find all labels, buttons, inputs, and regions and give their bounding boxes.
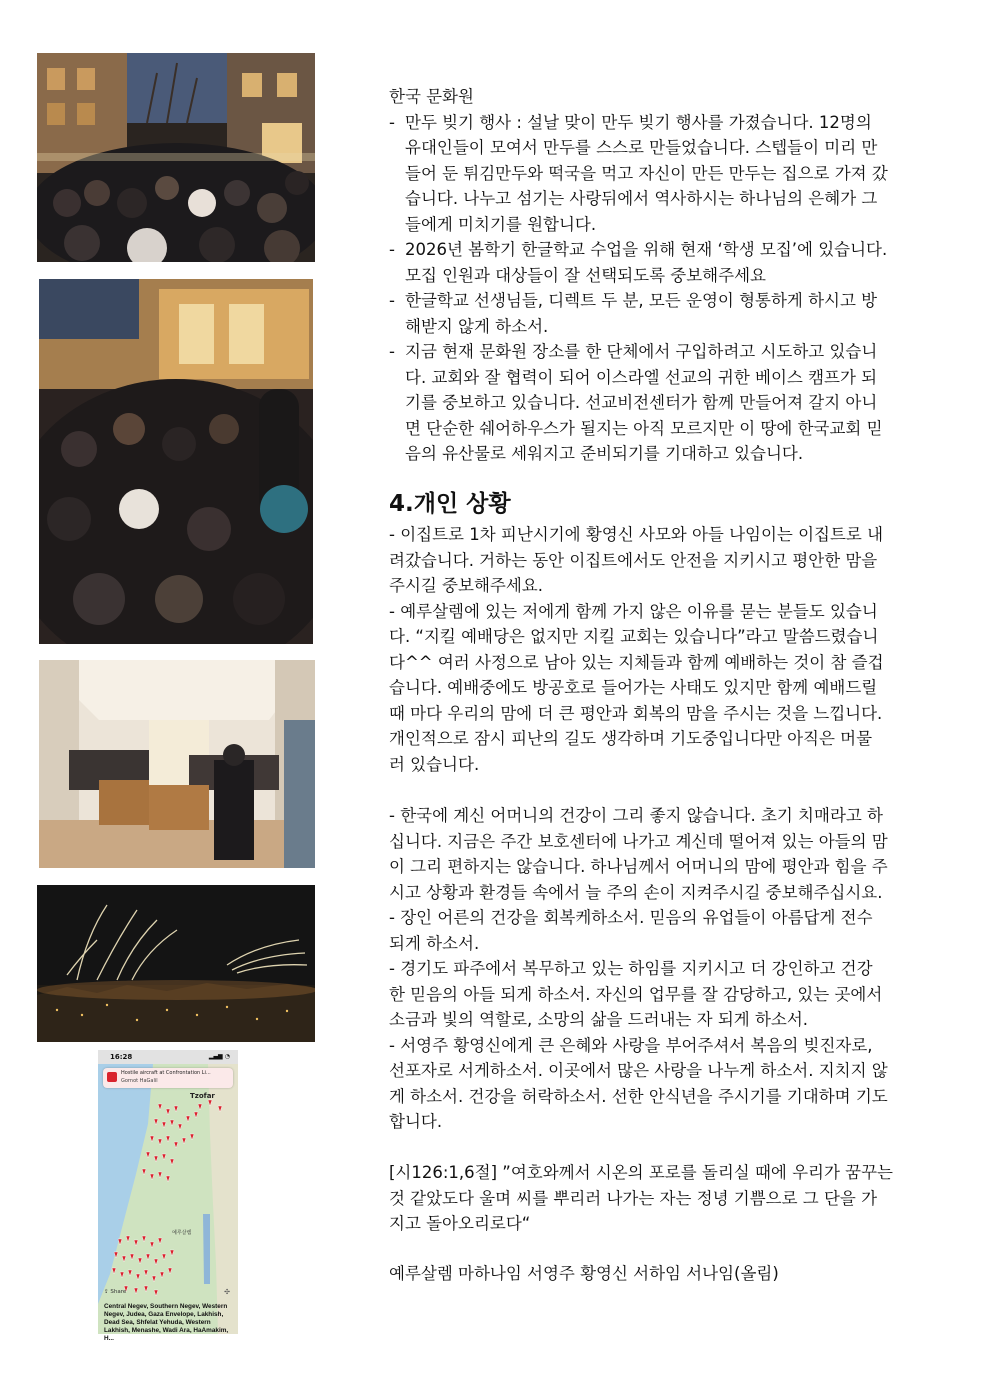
- item-line: 만두 빚기 행사 : 설날 맞이 만두 빚기 행사를 가졌습니다. 12명의: [405, 112, 872, 132]
- text-line: 개인적으로 잠시 피난의 길도 생각하며 기도중입니다만 아직은 머물: [389, 729, 873, 748]
- item-line: 2026년 봄학기 한글학교 수업을 위해 현재 ‘학생 모집’에 있습니다.: [405, 240, 888, 259]
- phone-status-bar: [98, 1050, 238, 1064]
- text-line: 시고 상황과 환경들 속에서 늘 주의 손이 지켜주시길 중보해주십시요.: [389, 882, 883, 902]
- notification-subtitle: Gornot HaGalil: [121, 1078, 158, 1084]
- item-line: 해받지 않게 하소서.: [405, 316, 549, 336]
- text-line: - 예루살렘에 있는 저에게 함께 가지 않은 이유를 묻는 분들도 있습니: [389, 601, 878, 621]
- personal-section-b: [389, 803, 939, 1135]
- photo-worship-room: [39, 660, 315, 868]
- text-line: - 경기도 파주에서 복무하고 있는 하임를 지키시고 더 강인하고 건강: [389, 959, 873, 978]
- alert-notification: [103, 1068, 233, 1088]
- photo-crowd-guitar: [39, 279, 313, 644]
- text-line: 러 있습니다.: [389, 754, 480, 774]
- personal-paragraphs-b: [389, 803, 939, 1135]
- bullet-dash: -: [389, 342, 395, 361]
- culture-center-item: [389, 288, 939, 339]
- text-line: 한 믿음의 아들 되게 하소서. 자신의 업무를 잘 감당하고, 있는 곳에서: [389, 984, 883, 1004]
- signature-section: [389, 1261, 939, 1287]
- personal-paragraphs-a: [389, 522, 939, 777]
- map-city-label: 예루살렘: [172, 1230, 192, 1236]
- text-line: 려갔습니다. 거하는 동안 이집트에서도 안전을 지키시고 평안한 맘을: [389, 550, 878, 570]
- item-line: 들어 둔 튀김만두와 떡국을 먹고 자신이 만든 만두는 집으로 가져 갔: [405, 163, 888, 183]
- photo-night-sky-interceptions: [37, 885, 315, 1042]
- text-line: 되게 하소서.: [389, 933, 480, 953]
- text-line: - 서영주 황영신에게 큰 은혜와 사랑을 부어주셔서 복음의 빚진자로,: [389, 1035, 873, 1055]
- culture-center-section: [389, 84, 939, 467]
- culture-center-heading: 한국 문화원: [389, 87, 474, 106]
- text-line: 게 하소서. 건강을 허락하소서. 선한 안식년을 주시기를 기대하며 기도: [389, 1086, 888, 1106]
- text-line: 합니다.: [389, 1112, 443, 1131]
- text-line: 주시길 중보해주세요.: [389, 576, 543, 595]
- item-line: 한글학교 선생님들, 디렉트 두 분, 모든 운영이 형통하게 하시고 방: [405, 291, 878, 310]
- text-line: 십니다. 지금은 주간 보호센터에 나가고 계신데 떨어져 있는 아들의 맘: [389, 831, 888, 851]
- phone-time: 16:28: [110, 1053, 133, 1061]
- section-title-personal: 4.개인 상황: [389, 491, 511, 517]
- bullet-dash: -: [389, 240, 395, 259]
- phone-alert-screenshot: [98, 1050, 238, 1350]
- text-line: 이 그리 편하지는 않습니다. 하나님께서 어머니의 맘에 평안과 힘을 주: [389, 857, 888, 876]
- item-line: 음의 유산물로 세워지고 준비되기를 기대하고 있습니다.: [405, 444, 804, 463]
- culture-center-item: [389, 339, 939, 467]
- notification-title: Hostile aircraft at Confrontation Li...: [121, 1070, 211, 1076]
- expand-icon[interactable]: ✣: [224, 1288, 230, 1296]
- share-label: Share: [110, 1289, 127, 1295]
- text-line: 지고 돌아오리로다“: [389, 1214, 531, 1233]
- signal-icon: ▂▄▆ ◔: [208, 1053, 230, 1060]
- bullet-dash: -: [389, 112, 395, 132]
- signature: 예루살렘 마하나임 서영주 황영신 서하임 서나임(올림): [389, 1264, 779, 1283]
- alert-regions-caption: Central Negev, Southern Negev, Western Negev, Judea, Gaza Envelope, Lakhish, Dead Sea, Shfelat Yehuda, Western Lakhish, Menashe, Wadi Ara, HaAmakim, H...: [104, 1303, 229, 1342]
- text-line: 소금과 빛의 역할로, 소망의 삶을 드러내는 자 되게 하소서.: [389, 1010, 809, 1029]
- bible-verse: [389, 1160, 939, 1237]
- text-line: 것 같았도다 울며 씨를 뿌리러 나가는 자는 정녕 기쁨으로 그 단을 가: [389, 1188, 878, 1208]
- text-line: 다^^ 여러 사정으로 남아 있는 지체들과 함께 예배하는 것이 참 즐겁: [389, 652, 884, 672]
- culture-center-item: [389, 110, 939, 238]
- text-line: 습니다. 예배중에도 방공호로 들어가는 사태도 있지만 함께 예배드릴: [389, 678, 878, 697]
- text-line: [시126:1,6절] ”여호와께서 시온의 포로를 돌리실 때에 우리가 꿈꾸는: [389, 1163, 893, 1182]
- bible-verse-section: [389, 1160, 939, 1237]
- item-line: 다. 교회와 잘 협력이 되어 이스라엘 선교의 귀한 베이스 캠프가 되: [405, 367, 878, 387]
- text-line: - 한국에 계신 어머니의 건강이 그리 좋지 않습니다. 초기 치매라고 하: [389, 806, 884, 825]
- culture-center-item: [389, 237, 939, 288]
- text-line: - 장인 어른의 건강을 회복케하소서. 믿음의 유업들이 아름답게 전수: [389, 908, 873, 927]
- share-button[interactable]: ⇪ Share: [104, 1289, 127, 1295]
- bullet-dash: -: [389, 291, 395, 310]
- culture-center-list: [389, 110, 939, 467]
- item-line: 지금 현재 문화원 장소를 한 단체에서 구입하려고 시도하고 있습니: [405, 342, 878, 361]
- text-line: 선포자로 서게하소서. 이곳에서 많은 사랑을 나누게 하소서. 지치지 않: [389, 1061, 888, 1080]
- alert-app-icon: [107, 1072, 117, 1082]
- item-line: 유대인들이 모여서 만두를 스스로 만들었습니다. 스텝들이 미리 만: [405, 138, 878, 157]
- text-line: 때 마다 우리의 맘에 더 큰 평안과 회복의 맘을 주시는 것을 느낍니다.: [389, 703, 883, 723]
- item-line: 습니다. 나누고 섬기는 사랑뒤에서 역사하시는 하나님의 은혜가 그: [405, 189, 878, 208]
- item-line: 면 단순한 쉐어하우스가 될지는 아직 모르지만 이 땅에 한국교회 믿: [405, 418, 883, 438]
- text-line: - 이집트로 1차 피난시기에 황영신 사모와 아들 나임이는 이집트로 내: [389, 525, 884, 544]
- photo-street-gathering: [37, 53, 315, 262]
- item-line: 모집 인원과 대상들이 잘 선택되도록 중보해주세요: [405, 265, 766, 285]
- personal-section-a: [389, 522, 939, 777]
- item-line: 기를 중보하고 있습니다. 선교비전센터가 함께 만들어져 갈지 아니: [405, 393, 878, 412]
- item-line: 들에게 미치기를 원합니다.: [405, 214, 597, 234]
- app-label: Tzofar: [190, 1092, 215, 1100]
- text-line: 다. “지킬 예배당은 없지만 지킬 교회는 있습니다”라고 말씀드렸습니: [389, 627, 879, 646]
